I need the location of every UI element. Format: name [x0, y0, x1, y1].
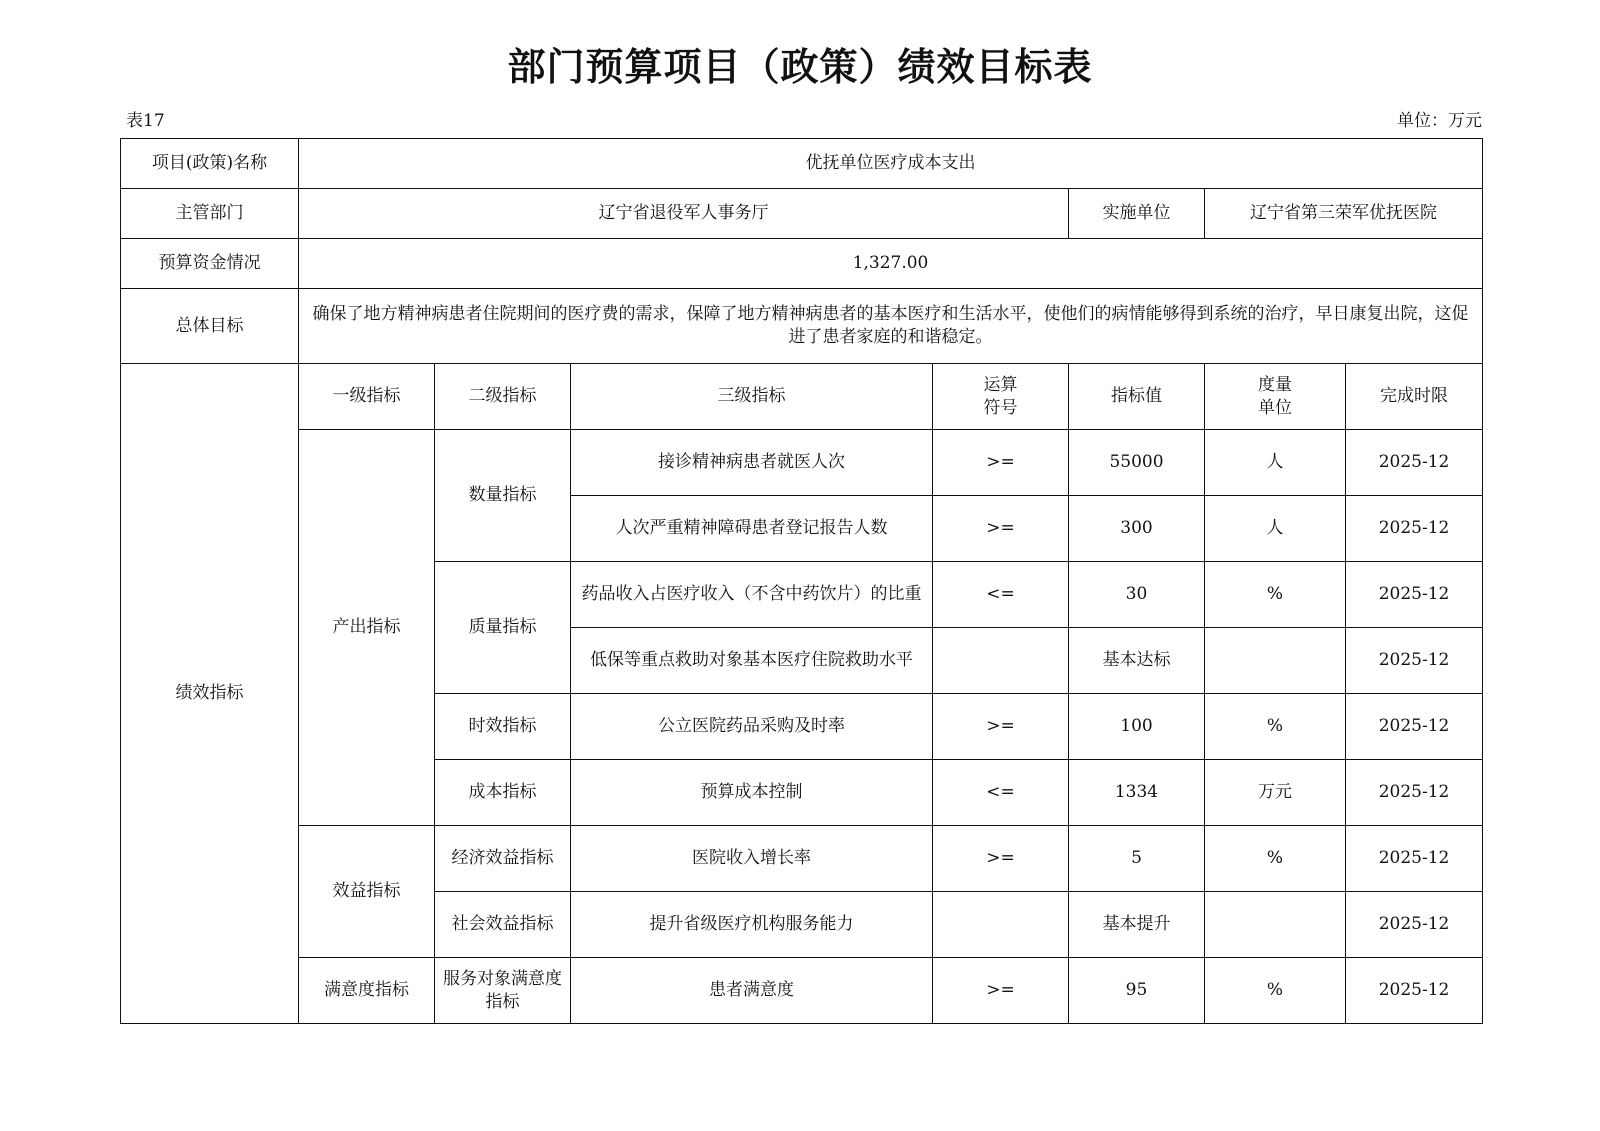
- indicator-deadline: 2025-12: [1346, 496, 1483, 562]
- header-value: 指标值: [1069, 364, 1205, 430]
- table-row: [121, 958, 1483, 1024]
- table-number: 表17: [126, 111, 165, 131]
- implementing-unit-value: 辽宁省第三荣军优抚医院: [1205, 189, 1483, 239]
- project-name-row: [121, 139, 1483, 189]
- indicator-name: 医院收入增长率: [571, 826, 933, 892]
- subgroup-economic: 经济效益指标: [435, 826, 571, 892]
- overall-goal-value: 确保了地方精神病患者住院期间的医疗费的需求，保障了地方精神病患者的基本医疗和生活水平，使他们的病情能够得到系统的治疗，早日康复出院，这促进了患者家庭的和谐稳定。: [299, 289, 1483, 364]
- subgroup-social: 社会效益指标: [435, 892, 571, 958]
- indicator-value: 100: [1069, 694, 1205, 760]
- indicator-operator: >=: [933, 430, 1069, 496]
- project-name-value: 优抚单位医疗成本支出: [299, 139, 1483, 189]
- page-title: 部门预算项目（政策）绩效目标表: [507, 45, 1093, 89]
- indicator-unit: [1205, 892, 1346, 958]
- performance-indicators-label: 绩效指标: [121, 364, 299, 1024]
- header-level3: 三级指标: [571, 364, 933, 430]
- indicator-deadline: 2025-12: [1346, 958, 1483, 1024]
- indicator-name: 接诊精神病患者就医人次: [571, 430, 933, 496]
- indicator-operator: >=: [933, 496, 1069, 562]
- indicator-value: 30: [1069, 562, 1205, 628]
- indicator-deadline: 2025-12: [1346, 760, 1483, 826]
- indicator-unit: 万元: [1205, 760, 1346, 826]
- subgroup-cost: 成本指标: [435, 760, 571, 826]
- header-level1: 一级指标: [299, 364, 435, 430]
- budget-value: 1,327.00: [299, 239, 1483, 289]
- overall-goal-row: [121, 289, 1483, 364]
- indicator-name: 低保等重点救助对象基本医疗住院救助水平: [571, 628, 933, 694]
- indicator-unit: 人: [1205, 496, 1346, 562]
- indicator-unit: 人: [1205, 430, 1346, 496]
- header-operator: 运算 符号: [933, 364, 1069, 430]
- indicator-value: 1334: [1069, 760, 1205, 826]
- indicator-operator: [933, 892, 1069, 958]
- indicator-deadline: 2025-12: [1346, 430, 1483, 496]
- budget-label: 预算资金情况: [121, 239, 299, 289]
- indicator-unit: %: [1205, 826, 1346, 892]
- header-level2: 二级指标: [435, 364, 571, 430]
- unit-label: 单位：万元: [1397, 111, 1482, 131]
- indicator-deadline: 2025-12: [1346, 826, 1483, 892]
- indicator-header-row: [121, 364, 1483, 430]
- indicator-value: 5: [1069, 826, 1205, 892]
- department-row: [121, 189, 1483, 239]
- indicator-unit: %: [1205, 694, 1346, 760]
- overall-goal-label: 总体目标: [121, 289, 299, 364]
- indicator-unit: [1205, 628, 1346, 694]
- indicator-name: 提升省级医疗机构服务能力: [571, 892, 933, 958]
- subgroup-timeliness: 时效指标: [435, 694, 571, 760]
- indicator-operator: <=: [933, 562, 1069, 628]
- implementing-unit-label: 实施单位: [1069, 189, 1205, 239]
- subgroup-service: 服务对象满意度指标: [435, 958, 571, 1024]
- indicator-name: 药品收入占医疗收入（不含中药饮片）的比重: [571, 562, 933, 628]
- indicator-operator: >=: [933, 694, 1069, 760]
- subgroup-quantity: 数量指标: [435, 430, 571, 562]
- indicator-operator: [933, 628, 1069, 694]
- indicator-name: 公立医院药品采购及时率: [571, 694, 933, 760]
- group-benefit: 效益指标: [299, 826, 435, 958]
- indicator-deadline: 2025-12: [1346, 694, 1483, 760]
- table-row: [121, 430, 1483, 496]
- indicator-operator: >=: [933, 826, 1069, 892]
- header-unit: 度量 单位: [1205, 364, 1346, 430]
- project-name-label: 项目(政策)名称: [121, 139, 299, 189]
- indicator-name: 患者满意度: [571, 958, 933, 1024]
- indicator-value: 基本提升: [1069, 892, 1205, 958]
- indicator-deadline: 2025-12: [1346, 628, 1483, 694]
- group-satisfaction: 满意度指标: [299, 958, 435, 1024]
- group-output: 产出指标: [299, 430, 435, 826]
- indicator-unit: %: [1205, 562, 1346, 628]
- indicator-value: 300: [1069, 496, 1205, 562]
- indicator-deadline: 2025-12: [1346, 892, 1483, 958]
- indicator-value: 95: [1069, 958, 1205, 1024]
- indicator-operator: <=: [933, 760, 1069, 826]
- header-deadline: 完成时限: [1346, 364, 1483, 430]
- department-label: 主管部门: [121, 189, 299, 239]
- indicator-name: 人次严重精神障碍患者登记报告人数: [571, 496, 933, 562]
- table-row: [121, 826, 1483, 892]
- indicator-deadline: 2025-12: [1346, 562, 1483, 628]
- indicator-value: 55000: [1069, 430, 1205, 496]
- indicator-name: 预算成本控制: [571, 760, 933, 826]
- indicator-value: 基本达标: [1069, 628, 1205, 694]
- indicator-unit: %: [1205, 958, 1346, 1024]
- budget-row: [121, 239, 1483, 289]
- subgroup-quality: 质量指标: [435, 562, 571, 694]
- performance-target-table: [120, 138, 1483, 1024]
- indicator-operator: >=: [933, 958, 1069, 1024]
- department-value: 辽宁省退役军人事务厅: [299, 189, 1069, 239]
